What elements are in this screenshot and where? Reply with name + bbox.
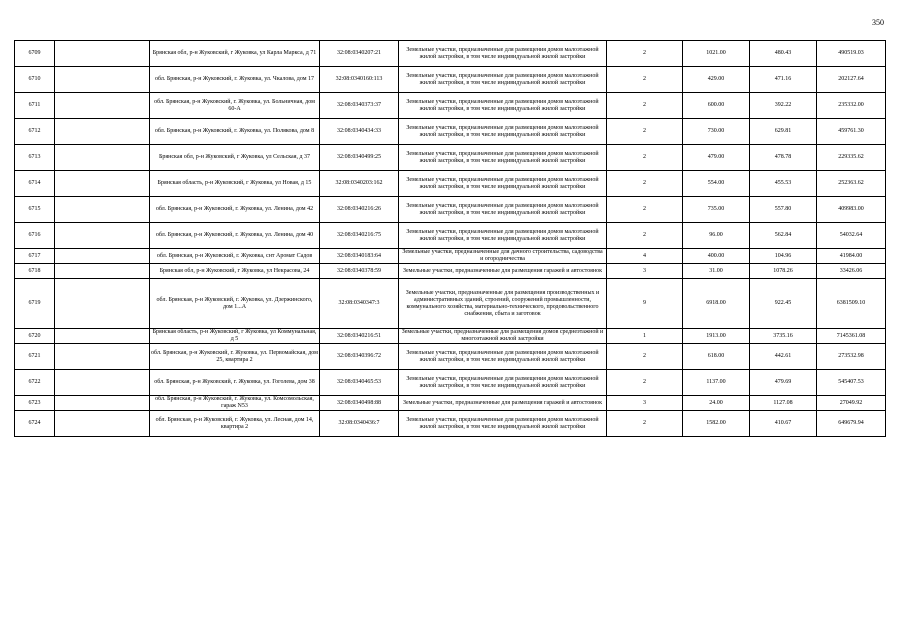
group-code-cell: 2 bbox=[607, 411, 683, 437]
group-code-cell: 1 bbox=[607, 329, 683, 344]
cadastral-value-cell: 41984.00 bbox=[817, 249, 886, 264]
cadastral-value-table bbox=[14, 40, 886, 437]
specific-value-cell: 922.45 bbox=[750, 279, 817, 329]
land-use-cell: Земельные участки, предназначенные для размещения домов малоэтажной жилой застройки, в том числе индивидуальной жилой застройки bbox=[399, 197, 607, 223]
group-code-cell: 2 bbox=[607, 145, 683, 171]
land-use-cell: Земельные участки, предназначенные для размещения гаражей и автостоянок bbox=[399, 396, 607, 411]
area-cell: 1913.00 bbox=[683, 329, 750, 344]
area-cell: 618.00 bbox=[683, 344, 750, 370]
specific-value-cell: 480.43 bbox=[750, 41, 817, 67]
cadastral-value-cell: 252363.62 bbox=[817, 171, 886, 197]
group-code-cell: 2 bbox=[607, 67, 683, 93]
land-use-cell: Земельные участки, предназначенные для размещения производственных и административных зданий, строений, сооружений промышленности, коммунального хозяйства, материально-технического, продовольственного снабжения, сбыта и заготовок bbox=[399, 279, 607, 329]
cadastral-number-cell: 32:08:0340216:75 bbox=[320, 223, 399, 249]
address-cell: Брянская обл, р-н Жуковский, г Жуковка, ул Карла Маркса, д 71 bbox=[150, 41, 320, 67]
table-row bbox=[15, 145, 886, 171]
address-cell: Брянская область, р-н Жуковский, г Жуковка, ул Коммунальная, д 5 bbox=[150, 329, 320, 344]
specific-value-cell: 392.22 bbox=[750, 93, 817, 119]
table-row bbox=[15, 197, 886, 223]
specific-value-cell: 1078.26 bbox=[750, 264, 817, 279]
address-cell: обл. Брянская, р-н Жуковский, г. Жуковка, ул. Первомайская, дом 25, квартира 2 bbox=[150, 344, 320, 370]
specific-value-cell: 410.67 bbox=[750, 411, 817, 437]
group-code-cell: 3 bbox=[607, 396, 683, 411]
cadastral-number-cell: 32:08:0340434:33 bbox=[320, 119, 399, 145]
empty-cell bbox=[55, 279, 150, 329]
cadastral-value-cell: 545407.53 bbox=[817, 370, 886, 396]
empty-cell bbox=[55, 171, 150, 197]
row-number-cell: 6714 bbox=[15, 171, 55, 197]
empty-cell bbox=[55, 396, 150, 411]
table-row bbox=[15, 370, 886, 396]
cadastral-value-cell: 27049.92 bbox=[817, 396, 886, 411]
cadastral-value-cell: 649679.94 bbox=[817, 411, 886, 437]
specific-value-cell: 3735.16 bbox=[750, 329, 817, 344]
empty-cell bbox=[55, 223, 150, 249]
group-code-cell: 4 bbox=[607, 249, 683, 264]
cadastral-number-cell: 32:08:0340396:72 bbox=[320, 344, 399, 370]
cadastral-number-cell: 32:08:0340207:21 bbox=[320, 41, 399, 67]
land-use-cell: Земельные участки, предназначенные для размещения домов малоэтажной жилой застройки, в том числе индивидуальной жилой застройки bbox=[399, 411, 607, 437]
address-cell: Брянская область, р-н Жуковский, г Жуковка, ул Новая, д 15 bbox=[150, 171, 320, 197]
group-code-cell: 9 bbox=[607, 279, 683, 329]
address-cell: Брянская обл, р-н Жуковский, г Жуковка, ул Сельская, д 37 bbox=[150, 145, 320, 171]
address-cell: обл. Брянская, р-н Жуковский, г. Жуковка, ул. Полякова, дом 8 bbox=[150, 119, 320, 145]
area-cell: 730.00 bbox=[683, 119, 750, 145]
row-number-cell: 6721 bbox=[15, 344, 55, 370]
row-number-cell: 6723 bbox=[15, 396, 55, 411]
table-row bbox=[15, 279, 886, 329]
specific-value-cell: 455.53 bbox=[750, 171, 817, 197]
specific-value-cell: 471.16 bbox=[750, 67, 817, 93]
cadastral-value-cell: 202127.64 bbox=[817, 67, 886, 93]
group-code-cell: 2 bbox=[607, 93, 683, 119]
group-code-cell: 3 bbox=[607, 264, 683, 279]
row-number-cell: 6724 bbox=[15, 411, 55, 437]
group-code-cell: 2 bbox=[607, 370, 683, 396]
empty-cell bbox=[55, 344, 150, 370]
table-row bbox=[15, 67, 886, 93]
address-cell: обл. Брянская, р-н Жуковский, г. Жуковка, ул. Больничная, дом 60-А bbox=[150, 93, 320, 119]
cadastral-number-cell: 32:08:0340465:53 bbox=[320, 370, 399, 396]
area-cell: 1137.00 bbox=[683, 370, 750, 396]
group-code-cell: 2 bbox=[607, 119, 683, 145]
cadastral-value-cell: 229335.62 bbox=[817, 145, 886, 171]
row-number-cell: 6717 bbox=[15, 249, 55, 264]
cadastral-number-cell: 32:08:0340378:59 bbox=[320, 264, 399, 279]
area-cell: 6918.00 bbox=[683, 279, 750, 329]
empty-cell bbox=[55, 329, 150, 344]
area-cell: 429.00 bbox=[683, 67, 750, 93]
specific-value-cell: 557.80 bbox=[750, 197, 817, 223]
cadastral-number-cell: 32:08:0340436:7 bbox=[320, 411, 399, 437]
area-cell: 735.00 bbox=[683, 197, 750, 223]
specific-value-cell: 478.78 bbox=[750, 145, 817, 171]
land-use-cell: Земельные участки, предназначенные для размещения домов малоэтажной жилой застройки, в том числе индивидуальной жилой застройки bbox=[399, 171, 607, 197]
land-use-cell: Земельные участки, предназначенные для размещения домов малоэтажной жилой застройки, в том числе индивидуальной жилой застройки bbox=[399, 119, 607, 145]
cadastral-value-cell: 273532.98 bbox=[817, 344, 886, 370]
cadastral-number-cell: 32:08:0340160:113 bbox=[320, 67, 399, 93]
land-use-cell: Земельные участки, предназначенные для размещения домов малоэтажной жилой застройки, в том числе индивидуальной жилой застройки bbox=[399, 93, 607, 119]
group-code-cell: 2 bbox=[607, 171, 683, 197]
land-use-cell: Земельные участки, предназначенные для размещения домов малоэтажной жилой застройки, в том числе индивидуальной жилой застройки bbox=[399, 370, 607, 396]
address-cell: обл. Брянская, р-н Жуковский, г. Жуковка, ул. Лесная, дом 14, квартира 2 bbox=[150, 411, 320, 437]
group-code-cell: 2 bbox=[607, 344, 683, 370]
cadastral-number-cell: 32:08:0340216:51 bbox=[320, 329, 399, 344]
row-number-cell: 6710 bbox=[15, 67, 55, 93]
cadastral-value-cell: 409983.00 bbox=[817, 197, 886, 223]
table-row bbox=[15, 411, 886, 437]
cadastral-value-cell: 490519.03 bbox=[817, 41, 886, 67]
cadastral-number-cell: 32:08:0340373:37 bbox=[320, 93, 399, 119]
empty-cell bbox=[55, 249, 150, 264]
table-row bbox=[15, 223, 886, 249]
cadastral-number-cell: 32:08:0340183:64 bbox=[320, 249, 399, 264]
table-row bbox=[15, 329, 886, 344]
group-code-cell: 2 bbox=[607, 223, 683, 249]
table-body bbox=[15, 41, 886, 437]
area-cell: 1582.00 bbox=[683, 411, 750, 437]
row-number-cell: 6716 bbox=[15, 223, 55, 249]
cadastral-value-cell: 459761.30 bbox=[817, 119, 886, 145]
cadastral-number-cell: 32:08:0340347:3 bbox=[320, 279, 399, 329]
cadastral-value-cell: 33426.06 bbox=[817, 264, 886, 279]
row-number-cell: 6713 bbox=[15, 145, 55, 171]
area-cell: 31.00 bbox=[683, 264, 750, 279]
land-use-cell: Земельные участки, предназначенные для размещения домов малоэтажной жилой застройки, в том числе индивидуальной жилой застройки bbox=[399, 145, 607, 171]
area-cell: 400.00 bbox=[683, 249, 750, 264]
cadastral-number-cell: 32:08:0340498:88 bbox=[320, 396, 399, 411]
specific-value-cell: 104.96 bbox=[750, 249, 817, 264]
table-row bbox=[15, 344, 886, 370]
empty-cell bbox=[55, 145, 150, 171]
address-cell: обл. Брянская, р-н Жуковский, г. Жуковка, ул. Ленина, дом 42 bbox=[150, 197, 320, 223]
table-row bbox=[15, 119, 886, 145]
row-number-cell: 6722 bbox=[15, 370, 55, 396]
area-cell: 554.00 bbox=[683, 171, 750, 197]
table-row bbox=[15, 93, 886, 119]
table-row bbox=[15, 264, 886, 279]
area-cell: 600.00 bbox=[683, 93, 750, 119]
area-cell: 96.00 bbox=[683, 223, 750, 249]
cadastral-value-cell: 6381509.10 bbox=[817, 279, 886, 329]
row-number-cell: 6709 bbox=[15, 41, 55, 67]
land-use-cell: Земельные участки, предназначенные для размещения домов среднеэтажной и многоэтажной жилой застройки bbox=[399, 329, 607, 344]
page-number: 350 bbox=[872, 18, 884, 27]
land-use-cell: Земельные участки, предназначенные для размещения домов малоэтажной жилой застройки, в том числе индивидуальной жилой застройки bbox=[399, 223, 607, 249]
specific-value-cell: 629.81 bbox=[750, 119, 817, 145]
area-cell: 1021.00 bbox=[683, 41, 750, 67]
group-code-cell: 2 bbox=[607, 41, 683, 67]
cadastral-value-cell: 7145361.08 bbox=[817, 329, 886, 344]
land-use-cell: Земельные участки, предназначенные для размещения гаражей и автостоянок bbox=[399, 264, 607, 279]
row-number-cell: 6712 bbox=[15, 119, 55, 145]
address-cell: обл. Брянская, р-н Жуковский, г. Жуковка, снт Аромат Садов bbox=[150, 249, 320, 264]
row-number-cell: 6720 bbox=[15, 329, 55, 344]
land-use-cell: Земельные участки, предназначенные для размещения домов малоэтажной жилой застройки, в том числе индивидуальной жилой застройки bbox=[399, 41, 607, 67]
specific-value-cell: 1127.08 bbox=[750, 396, 817, 411]
empty-cell bbox=[55, 197, 150, 223]
area-cell: 24.00 bbox=[683, 396, 750, 411]
land-use-cell: Земельные участки, предназначенные для размещения домов малоэтажной жилой застройки, в том числе индивидуальной жилой застройки bbox=[399, 344, 607, 370]
empty-cell bbox=[55, 93, 150, 119]
cadastral-number-cell: 32:08:0340216:26 bbox=[320, 197, 399, 223]
cadastral-value-cell: 235332.00 bbox=[817, 93, 886, 119]
empty-cell bbox=[55, 411, 150, 437]
empty-cell bbox=[55, 119, 150, 145]
table-row bbox=[15, 249, 886, 264]
land-use-cell: Земельные участки, предназначенные для размещения домов малоэтажной жилой застройки, в том числе индивидуальной жилой застройки bbox=[399, 67, 607, 93]
table-row bbox=[15, 171, 886, 197]
group-code-cell: 2 bbox=[607, 197, 683, 223]
row-number-cell: 6715 bbox=[15, 197, 55, 223]
empty-cell bbox=[55, 67, 150, 93]
address-cell: обл. Брянская, р-н Жуковский, г. Жуковка, ул. Комсомольская, гараж N53 bbox=[150, 396, 320, 411]
area-cell: 479.00 bbox=[683, 145, 750, 171]
row-number-cell: 6718 bbox=[15, 264, 55, 279]
address-cell: обл. Брянская, р-н Жуковский, г. Жуковка, ул. Дзержинского, дом 1...А bbox=[150, 279, 320, 329]
address-cell: Брянская обл, р-н Жуковский, г Жуковка, ул Некрасова, 24 bbox=[150, 264, 320, 279]
specific-value-cell: 442.61 bbox=[750, 344, 817, 370]
land-use-cell: Земельные участки, предназначенные для дачного строительства, садоводства и огородничества bbox=[399, 249, 607, 264]
table-row bbox=[15, 396, 886, 411]
empty-cell bbox=[55, 264, 150, 279]
empty-cell bbox=[55, 41, 150, 67]
table-row bbox=[15, 41, 886, 67]
row-number-cell: 6711 bbox=[15, 93, 55, 119]
row-number-cell: 6719 bbox=[15, 279, 55, 329]
address-cell: обл. Брянская, р-н Жуковский, г. Жуковка, ул. Чкалова, дом 17 bbox=[150, 67, 320, 93]
address-cell: обл. Брянская, р-н Жуковский, г. Жуковка, ул. Гоголева, дом 38 bbox=[150, 370, 320, 396]
specific-value-cell: 479.69 bbox=[750, 370, 817, 396]
specific-value-cell: 562.84 bbox=[750, 223, 817, 249]
cadastral-number-cell: 32:08:0340499:25 bbox=[320, 145, 399, 171]
empty-cell bbox=[55, 370, 150, 396]
cadastral-value-cell: 54032.64 bbox=[817, 223, 886, 249]
cadastral-number-cell: 32:08:0340203:162 bbox=[320, 171, 399, 197]
address-cell: обл. Брянская, р-н Жуковский, г. Жуковка, ул. Ленина, дом 40 bbox=[150, 223, 320, 249]
